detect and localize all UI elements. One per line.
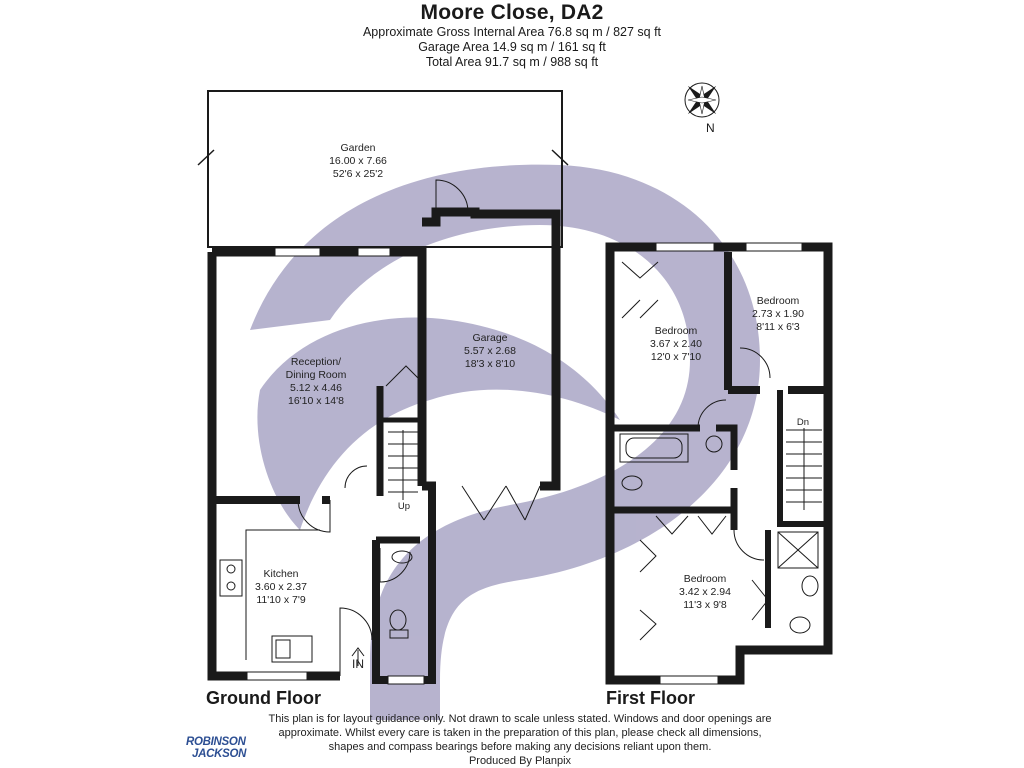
bedroom-1-name: Bedroom [654,325,698,337]
bedroom-3-metric: 3.42 x 2.94 [679,586,731,598]
kitchen-imperial: 11'10 x 7'9 [256,594,306,606]
bedroom-2-imperial: 8'11 x 6'3 [756,321,800,333]
garage-name: Garage [472,332,508,344]
bedroom-2-name: Bedroom [756,295,800,307]
stairs-down-label: Dn [796,417,810,428]
garage-area: Garage Area 14.9 sq m / 161 sq ft [418,40,606,54]
disclaimer-text: This plan is for layout guidance only. Not drawn to scale unless stated. Windows and door openings are approximate. Whilst every care is taken in the preparation of this plan, please check all dimensions, shapes and compass bearings before making any decisions reliant upon them. [268,713,772,753]
entrance-label: IN [352,657,364,671]
compass-rose-icon [685,83,719,117]
compass-north-label: N [706,121,715,135]
gross-internal-area: Approximate Gross Internal Area 76.8 sq m / 827 sq ft [362,25,662,39]
reception-name-2: Dining Room [285,369,347,381]
total-area: Total Area 91.7 sq m / 988 sq ft [425,55,599,69]
garden-name: Garden [340,142,376,154]
bedroom-3-imperial: 11'3 x 9'8 [683,599,727,611]
bedroom-3-name: Bedroom [683,573,727,585]
garage-imperial: 18'3 x 8'10 [464,358,516,370]
logo-line-2: JACKSON [192,748,247,760]
stairs-up-label: Up [397,501,411,512]
kitchen-metric: 3.60 x 2.37 [255,581,307,593]
garden-imperial: 52'6 x 25'2 [332,168,384,180]
bedroom-1-metric: 3.67 x 2.40 [650,338,702,350]
page-title: Moore Close, DA2 [420,1,604,24]
robinson-jackson-logo [186,736,258,760]
reception-name-1: Reception/ [290,356,342,368]
reception-metric: 5.12 x 4.46 [290,382,342,394]
bedroom-2-metric: 2.73 x 1.90 [752,308,804,320]
kitchen-name: Kitchen [263,568,299,580]
produced-by: Produced By Planpix [468,755,572,767]
garden-metric: 16.00 x 7.66 [329,155,387,167]
garage-metric: 5.57 x 2.68 [464,345,516,357]
first-floor-label: First Floor [606,688,695,708]
reception-imperial: 16'10 x 14'8 [288,395,344,407]
bedroom-1-imperial: 12'0 x 7'10 [650,351,702,363]
disclaimer [260,712,780,768]
logo-line-1: ROBINSON [186,736,246,748]
ground-floor-label: Ground Floor [206,688,321,708]
